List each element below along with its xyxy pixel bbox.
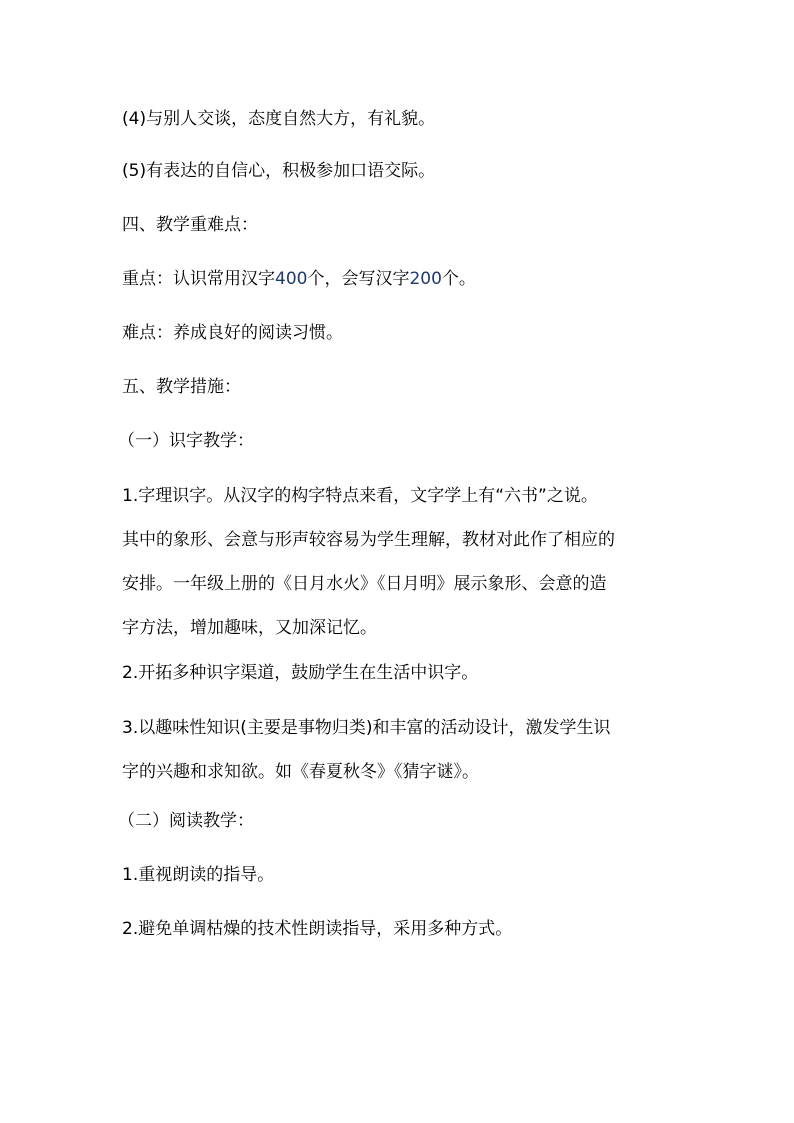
key-point-number-400: 400 <box>275 269 308 289</box>
key-point-middle: 个，会写汉字 <box>307 269 410 289</box>
paragraph-difficulty: 难点：养成良好的阅读习惯。 <box>122 323 343 343</box>
text-line: 3.以趣味性知识(主要是事物归类)和丰富的活动设计，激发学生识 <box>122 718 611 738</box>
paragraph-item-4: (4)与别人交谈，态度自然大方，有礼貌。 <box>122 109 436 129</box>
heading-literacy-teaching: （一）识字教学： <box>118 431 254 451</box>
paragraph-literacy-3 <box>122 706 682 794</box>
text-line: 安排。一年级上册的《日月水火》《日月明》展示象形、会意的造 <box>122 574 607 594</box>
key-point-number-200: 200 <box>409 269 442 289</box>
text-line: 其中的象形、会意与形声较容易为学生理解，教材对此作了相应的 <box>122 530 615 550</box>
paragraph-key-point <box>122 266 682 292</box>
key-point-prefix: 重点：认识常用汉字 <box>122 269 275 289</box>
text-line: 字的兴趣和求知欲。如《春夏秋冬》《猜字谜》。 <box>122 762 479 782</box>
paragraph-literacy-2: 2.开拓多种识字渠道，鼓励学生在生活中识字。 <box>122 663 479 683</box>
text-line: 字方法，增加趣味，又加深记忆。 <box>122 618 377 638</box>
paragraph-item-5: (5)有表达的自信心，积极参加口语交际。 <box>122 161 436 181</box>
paragraph-reading-2: 2.避免单调枯燥的技术性朗读指导，采用多种方式。 <box>122 919 513 939</box>
heading-reading-teaching: （二）阅读教学： <box>118 811 254 831</box>
key-point-suffix: 个。 <box>441 269 476 289</box>
paragraph-literacy-1 <box>122 474 682 650</box>
paragraph-reading-1: 1.重视朗读的指导。 <box>122 865 275 885</box>
heading-key-points: 四、教学重难点： <box>122 215 258 235</box>
text-line: 1.字理识字。从汉字的构字特点来看，文字学上有“六书”之说。 <box>122 486 598 506</box>
heading-measures: 五、教学措施： <box>122 377 241 397</box>
